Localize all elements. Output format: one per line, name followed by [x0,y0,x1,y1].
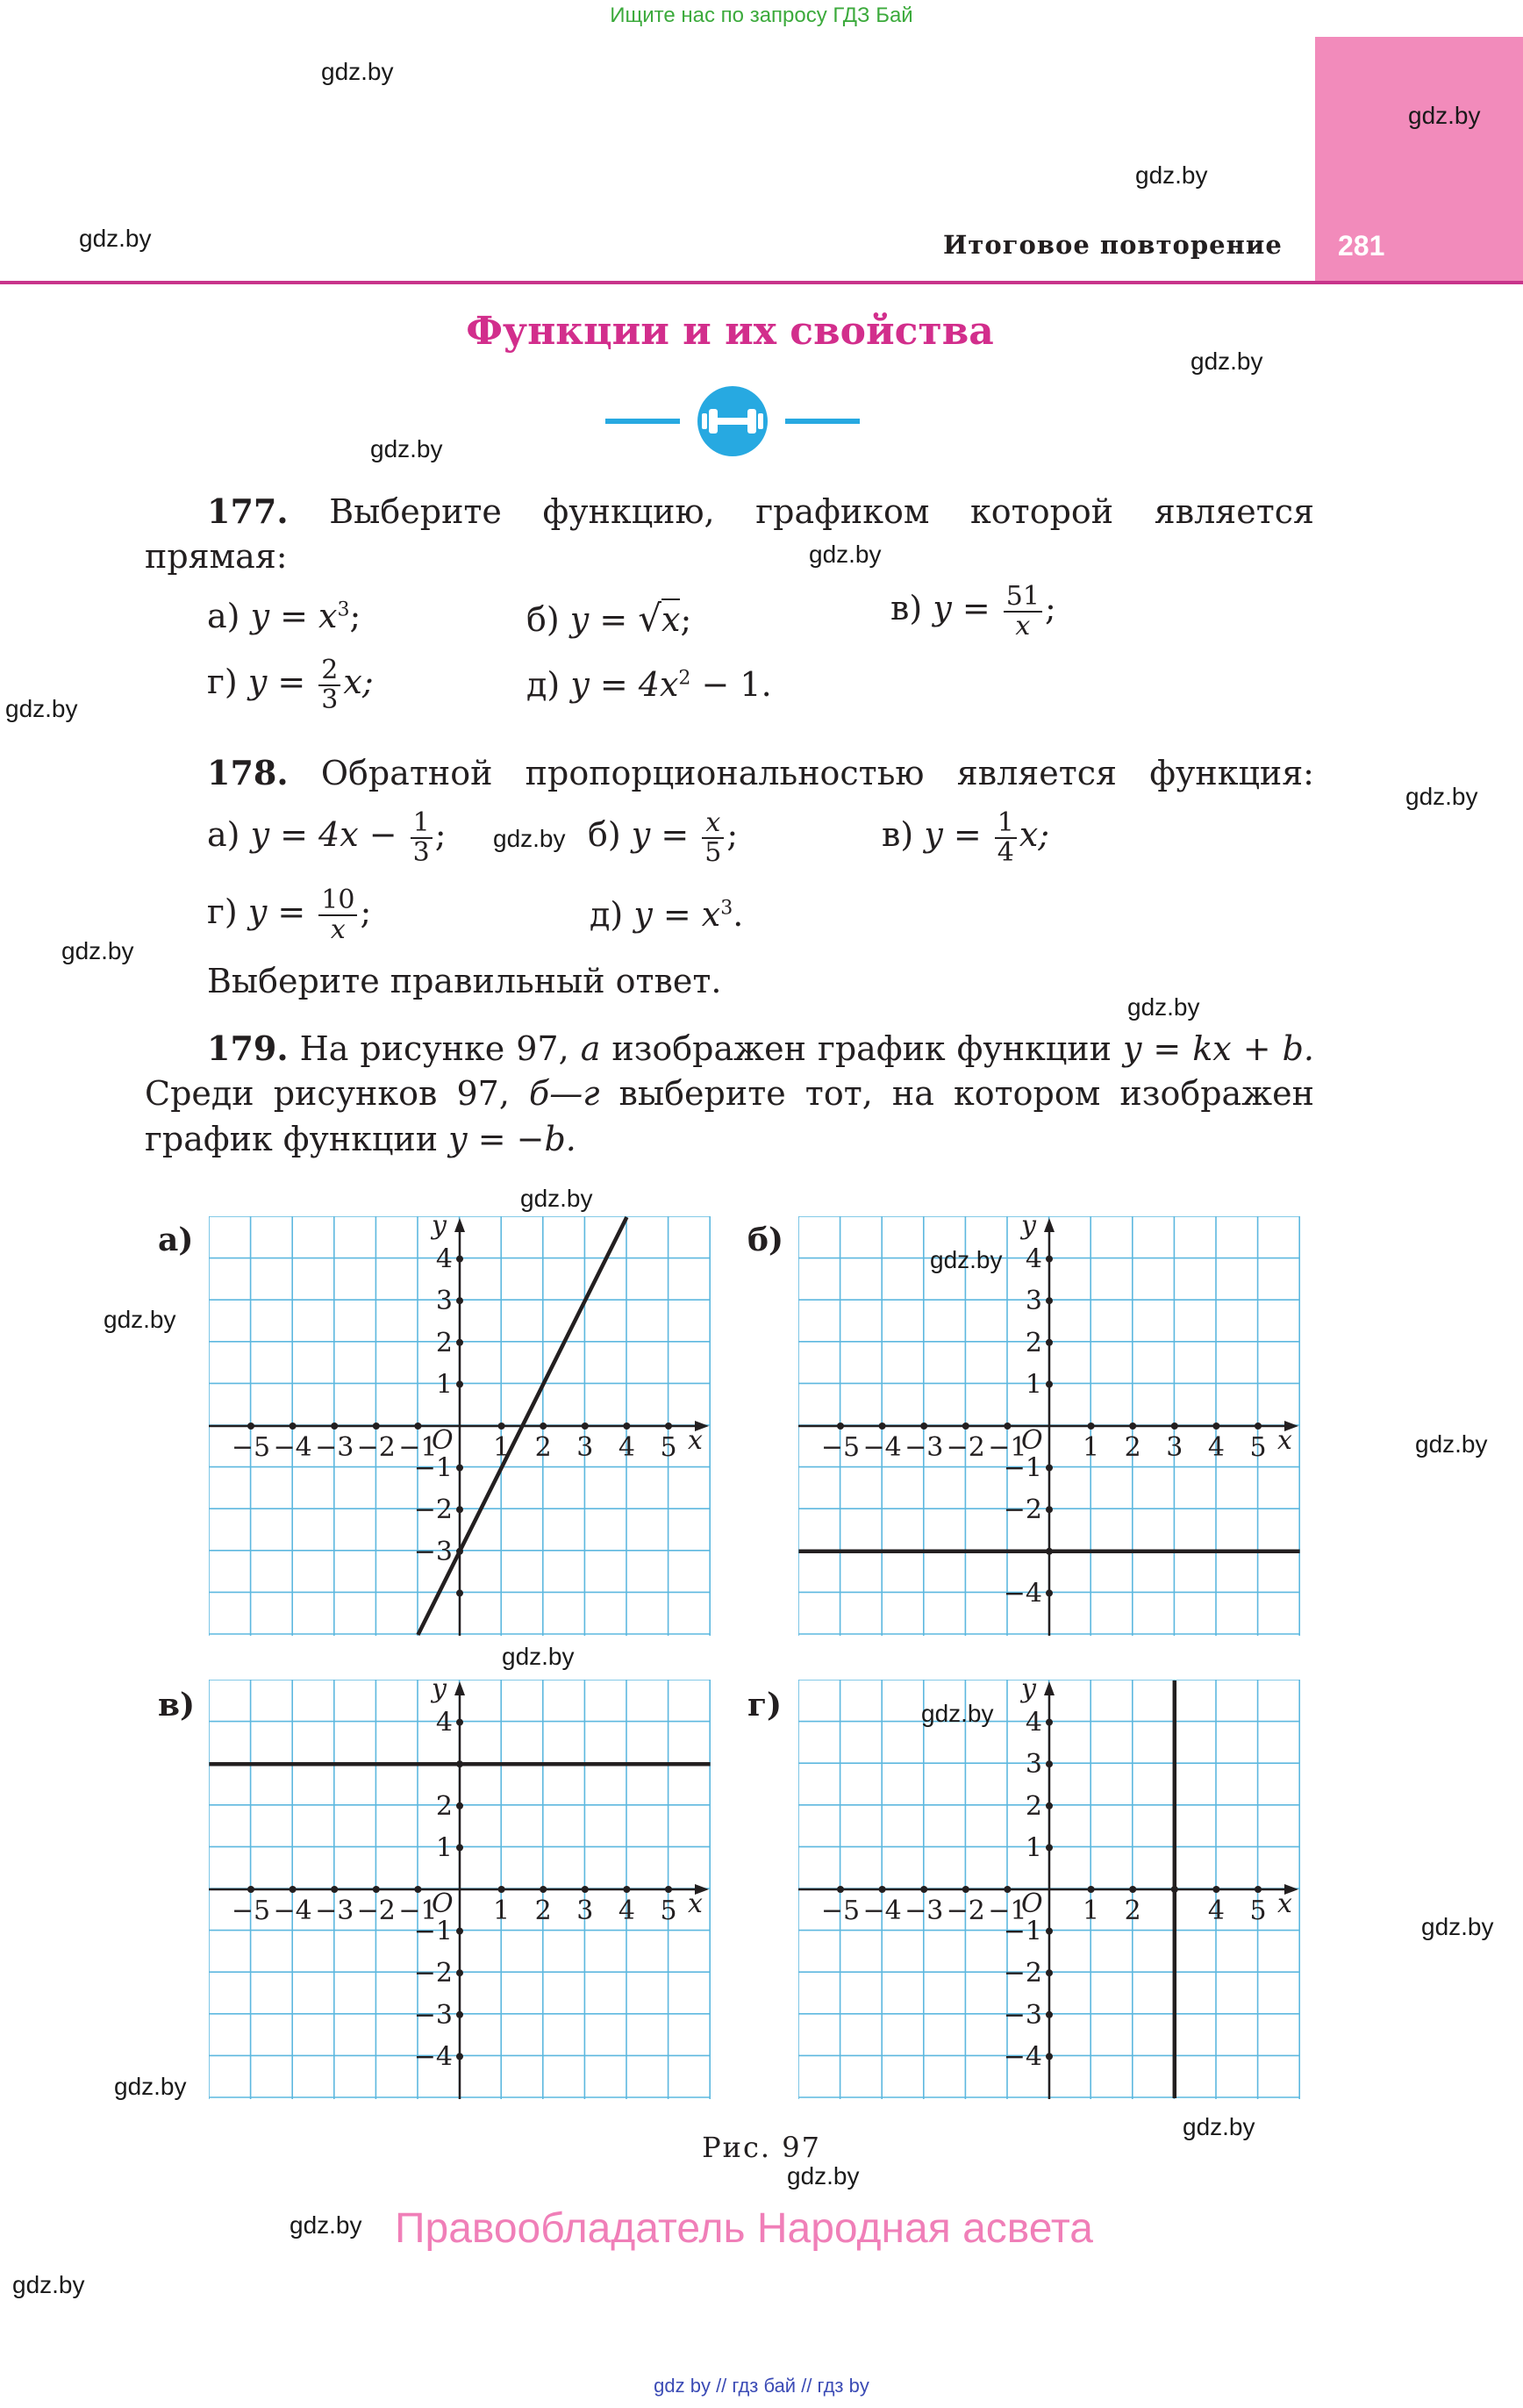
p178-option-v: в) y = $\frac{1}{4}$ x; [882,807,1050,868]
x-tick-mark [879,1886,886,1893]
x-tick-label: −3 [315,1432,354,1463]
problem-179-number: 179. [207,1028,289,1068]
x-tick-mark [962,1423,969,1430]
y-tick-mark [1046,1969,1053,1976]
x-tick-mark [498,1423,505,1430]
x-tick-label: −4 [273,1896,312,1926]
x-tick-label: −5 [820,1432,861,1463]
watermark: gdz.by [1135,161,1208,189]
x-tick-label: 4 [618,1896,635,1926]
y-tick-mark [1046,1928,1053,1935]
p177-option-g: г) y = $\frac{2}{3}$ x; [207,655,374,715]
x-tick-label: 4 [1207,1896,1225,1926]
p177-option-v: в) y = $\frac{51}{x}$ ; [890,581,1056,641]
x-tick-label: 1 [493,1896,511,1926]
x-tick-label: 1 [493,1432,511,1463]
y-tick-mark [456,1589,463,1596]
x-tick-label: 2 [1124,1432,1141,1463]
x-tick-label: −1 [988,1896,1027,1926]
x-tick-label: 2 [534,1432,552,1463]
y-tick-mark [1046,1380,1053,1387]
x-tick-mark [247,1423,254,1430]
y-tick-mark [1046,1297,1053,1304]
y-tick-mark [1046,1339,1053,1346]
y-axis-label: y [432,1216,447,1241]
x-tick-label: 3 [576,1432,594,1463]
y-tick-mark [456,2011,463,2018]
watermark: gdz.by [930,1246,1003,1273]
y-tick-label: 4 [1025,1243,1042,1275]
x-tick-mark [1004,1423,1011,1430]
y-tick-label: 2 [1025,1790,1042,1822]
x-tick-mark [1088,1886,1095,1893]
x-tick-mark [498,1886,505,1893]
y-tick-label: −4 [413,2041,453,2073]
watermark: gdz.by [493,825,566,852]
x-tick-label: −2 [946,1896,985,1926]
watermark: gdz.by [104,1306,176,1333]
x-tick-label: 2 [534,1896,552,1926]
y-axis-label: y [1021,1680,1036,1704]
x-tick-label: −1 [398,1896,438,1926]
y-tick-label: −4 [1003,2041,1042,2073]
x-tick-label: 2 [1124,1896,1141,1926]
x-tick-label: −1 [988,1432,1027,1463]
y-tick-mark [1046,2053,1053,2060]
graph-panel-g [798,1680,1300,2099]
y-tick-mark [456,1297,463,1304]
problem-178-line1 [207,753,1314,792]
y-tick-mark [1046,1465,1053,1472]
x-tick-label: −2 [356,1896,396,1926]
p178-option-b: б) y = $\frac{x}{5}$ ; [588,807,739,868]
p178-answer-prompt: Выберите правильный ответ. [207,962,722,1000]
y-tick-label: −3 [413,1536,453,1567]
y-tick-label: 2 [1025,1327,1042,1358]
watermark: gdz.by [290,2211,362,2239]
y-tick-label: 4 [435,1243,453,1275]
watermark: gdz.by [809,541,882,568]
watermark: gdz.by [321,58,394,85]
x-tick-label: 5 [660,1896,677,1926]
x-tick-mark [331,1886,338,1893]
y-tick-label: −2 [413,1958,453,1989]
x-tick-mark [414,1886,421,1893]
watermark: gdz.by [79,225,152,252]
x-tick-label: −5 [231,1432,271,1463]
watermark: gdz.by [520,1185,593,1212]
y-tick-mark [1046,1760,1053,1767]
x-tick-mark [665,1886,672,1893]
y-tick-mark [456,1719,463,1726]
y-axis-arrow [454,1681,465,1695]
x-tick-mark [837,1423,844,1430]
y-tick-mark [456,1969,463,1976]
problem-177-line1 [207,491,1314,531]
y-tick-mark [1046,1506,1053,1513]
y-tick-label: −3 [413,1999,453,2031]
y-tick-mark [456,1256,463,1263]
x-tick-label: −3 [905,1432,944,1463]
y-tick-label: 3 [435,1286,453,1317]
problem-177-line2: прямая: [145,537,288,576]
problem-179-line3: график функции y = −b. [145,1120,576,1158]
x-tick-label: −5 [820,1896,861,1926]
x-tick-label: −4 [273,1432,312,1463]
y-tick-label: 1 [1025,1832,1042,1864]
problem-178-number: 178. [207,753,289,792]
y-axis-arrow [454,1218,465,1232]
watermark: gdz.by [1127,993,1200,1021]
x-tick-label: −3 [905,1896,944,1926]
y-tick-label: −3 [1003,1999,1042,2031]
x-tick-label: −2 [946,1432,985,1463]
origin-label: O [432,1425,454,1456]
x-axis-label: x [688,1888,703,1919]
problem-179-line1: 179. На рисунке 97, а изображен график функции y = kx + b. [207,1028,1314,1068]
x-tick-mark [1129,1886,1136,1893]
y-tick-label: −4 [1003,1578,1042,1609]
x-axis-label: x [1277,1425,1292,1456]
x-tick-mark [290,1423,297,1430]
x-tick-mark [920,1423,927,1430]
y-tick-label: −1 [1003,1452,1042,1484]
x-tick-mark [582,1886,589,1893]
y-tick-label: 4 [1025,1707,1042,1738]
x-tick-label: 5 [660,1432,677,1463]
x-tick-mark [247,1886,254,1893]
graph-panel-a [209,1216,711,1636]
dumbbell-divider [605,386,860,456]
x-tick-label: −3 [315,1896,354,1926]
p177-option-b: б) y = √x; [526,597,692,640]
y-tick-mark [456,1506,463,1513]
y-tick-mark [1046,1844,1053,1851]
graph-panel-b [798,1216,1300,1636]
watermark: gdz.by [1408,102,1481,129]
x-tick-mark [837,1886,844,1893]
x-tick-label: −4 [862,1432,902,1463]
x-tick-label: 3 [1166,1432,1183,1463]
y-tick-label: −1 [1003,1916,1042,1947]
p178-option-g: г) y = $\frac{10}{x}$ ; [207,885,372,945]
y-axis-label: y [432,1680,447,1704]
watermark: gdz.by [370,435,443,462]
y-tick-mark [1046,1256,1053,1263]
p177-option-d: д) $y = 4x^2 - 1$. [526,665,772,704]
x-tick-mark [1171,1423,1178,1430]
watermark: gdz.by [787,2162,860,2189]
footer-links: gdz by // гдз бай // гдз by [654,2375,869,2397]
y-axis-arrow [1044,1218,1055,1232]
x-tick-mark [920,1886,927,1893]
x-tick-mark [623,1886,630,1893]
y-tick-label: −2 [1003,1494,1042,1526]
x-tick-label: 4 [1207,1432,1225,1463]
x-tick-mark [331,1423,338,1430]
x-tick-label: −1 [398,1432,438,1463]
y-tick-mark [1046,1802,1053,1810]
x-tick-mark [1004,1886,1011,1893]
y-tick-label: −2 [1003,1958,1042,1989]
p178-option-d: д) $y = x^3$. [590,895,744,934]
section-header: Итоговое повторение [943,230,1283,260]
rights-holder: Правообладатель Народная асвета [395,2205,1093,2252]
y-tick-mark [456,1802,463,1810]
x-tick-label: 1 [1083,1432,1100,1463]
header-rule [0,281,1523,284]
x-tick-mark [414,1423,421,1430]
problem-179-line2: Среди рисунков 97, б—г выберите тот, на котором изображен [145,1074,1314,1113]
y-tick-mark [456,2053,463,2060]
x-tick-mark [1255,1423,1262,1430]
x-axis-label: x [1277,1888,1292,1919]
page-number: 281 [1338,230,1385,262]
y-tick-mark [456,1465,463,1472]
x-tick-mark [1212,1423,1219,1430]
watermark: gdz.by [1421,1913,1494,1940]
y-axis-arrow [1044,1681,1055,1695]
y-tick-mark [456,1928,463,1935]
x-tick-label: 3 [576,1896,594,1926]
x-tick-label: −4 [862,1896,902,1926]
origin-label: O [1021,1425,1043,1456]
y-tick-label: 2 [435,1790,453,1822]
y-tick-label: 2 [435,1327,453,1358]
panel-label-a: а) [158,1222,194,1258]
watermark: gdz.by [12,2271,85,2298]
y-tick-label: 4 [435,1707,453,1738]
watermark: gdz.by [1191,348,1263,375]
x-tick-label: −5 [231,1896,271,1926]
figure-caption: Рис. 97 [702,2131,821,2164]
page-title: Функции и их свойства [466,309,994,354]
panel-label-g: г) [747,1687,783,1724]
y-tick-label: −1 [413,1452,453,1484]
y-tick-mark [456,1339,463,1346]
x-tick-mark [623,1423,630,1430]
watermark: gdz.by [5,695,78,722]
x-tick-mark [1255,1886,1262,1893]
x-tick-mark [665,1423,672,1430]
watermark: gdz.by [1405,783,1478,810]
y-tick-label: 1 [435,1832,453,1864]
y-tick-mark [456,1844,463,1851]
x-tick-label: 1 [1083,1896,1100,1926]
graph-panel-v [209,1680,711,2099]
y-tick-label: 1 [435,1369,453,1401]
y-tick-label: 1 [1025,1369,1042,1401]
p178-option-a: а) y = 4x − $\frac{1}{3}$ ; [207,807,447,868]
y-tick-label: −1 [413,1916,453,1947]
watermark: gdz.by [61,937,134,964]
x-tick-mark [373,1423,380,1430]
x-tick-label: 4 [618,1432,635,1463]
problem-178-text: Обратной пропорциональностью является функция: [320,754,1314,792]
y-axis-label: y [1021,1216,1036,1241]
panel-label-v: в) [158,1687,196,1724]
y-tick-mark [1046,2011,1053,2018]
x-tick-mark [1212,1886,1219,1893]
watermark: gdz.by [921,1700,994,1727]
problem-177-text: Выберите функцию, графиком которой является [329,492,1314,531]
x-tick-mark [540,1886,547,1893]
x-axis-label: x [688,1425,703,1456]
x-tick-label: −2 [356,1432,396,1463]
x-tick-mark [962,1886,969,1893]
x-tick-mark [1129,1423,1136,1430]
x-tick-mark [373,1886,380,1893]
x-tick-mark [582,1423,589,1430]
y-tick-mark [1046,1589,1053,1596]
y-tick-mark [456,1380,463,1387]
y-tick-label: 3 [1025,1286,1042,1317]
problem-177-number: 177. [207,491,289,531]
x-tick-mark [540,1423,547,1430]
y-tick-mark [1046,1719,1053,1726]
watermark: gdz.by [502,1643,575,1670]
watermark: gdz.by [114,2073,187,2100]
top-search-note: Ищите нас по запросу ГДЗ Бай [610,4,913,27]
origin-label: O [432,1888,454,1919]
panel-label-b: б) [747,1222,784,1258]
watermark: gdz.by [1415,1430,1488,1458]
x-tick-label: 5 [1249,1896,1267,1926]
y-tick-label: 3 [1025,1749,1042,1781]
x-tick-mark [290,1886,297,1893]
watermark: gdz.by [1183,2113,1255,2140]
p177-option-a: а) $y = x^3$; [207,597,361,635]
y-tick-label: −2 [413,1494,453,1526]
x-tick-mark [879,1423,886,1430]
origin-label: O [1021,1888,1043,1919]
x-tick-label: 5 [1249,1432,1267,1463]
x-tick-mark [1088,1423,1095,1430]
